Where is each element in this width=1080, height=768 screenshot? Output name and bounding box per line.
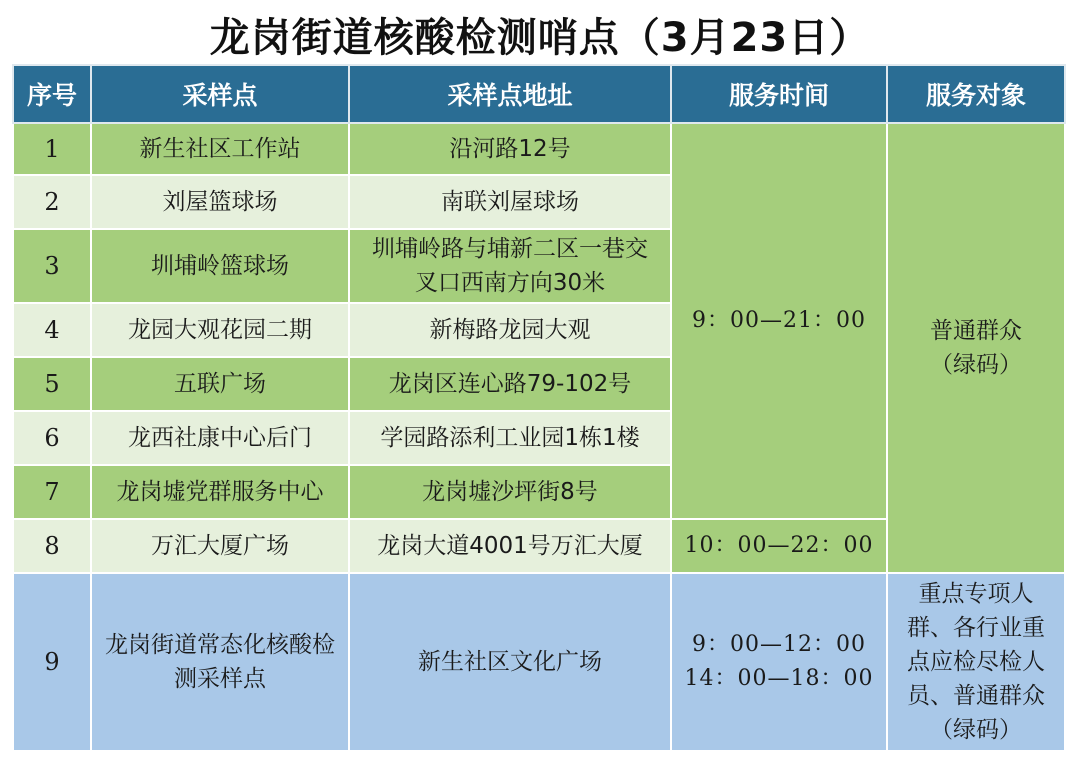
hours-cell: 10：00—22：00 xyxy=(671,519,887,573)
header-index: 序号 xyxy=(13,65,91,123)
target-line: 重点专项人 xyxy=(918,581,1034,607)
row-address: 龙岗墟沙坪街8号 xyxy=(349,465,671,519)
row-index: 1 xyxy=(13,123,91,175)
target-cell xyxy=(887,123,1065,573)
row-site: 刘屋篮球场 xyxy=(91,175,349,229)
hours-line: 14：00—18：00 xyxy=(684,666,874,691)
row-index: 2 xyxy=(13,175,91,229)
hours-value: 9：00—21：00 xyxy=(692,308,866,333)
hours-cell xyxy=(671,123,887,519)
row-address: 新生社区文化广场 xyxy=(349,573,671,751)
row-address: 龙岗大道4001号万汇大厦 xyxy=(349,519,671,573)
table-row xyxy=(13,573,1065,751)
hours-line: 9：00—12：00 xyxy=(692,632,866,657)
page-title: 龙岗街道核酸检测哨点（3月23日） xyxy=(209,15,871,61)
site-line: 测采样点 xyxy=(174,666,266,692)
row-site: 圳埔岭篮球场 xyxy=(91,229,349,303)
row-index: 4 xyxy=(13,303,91,357)
target-line: 普通群众 xyxy=(930,318,1022,344)
row-index: 9 xyxy=(13,573,91,751)
row-address: 龙岗区连心路79-102号 xyxy=(349,357,671,411)
target-line: （绿码） xyxy=(930,717,1022,743)
row-site: 五联广场 xyxy=(91,357,349,411)
target-line: 群、各行业重 xyxy=(907,615,1045,641)
row-index: 3 xyxy=(13,229,91,303)
table-header-row xyxy=(13,65,1065,123)
row-site: 龙园大观花园二期 xyxy=(91,303,349,357)
target-line: 员、普通群众 xyxy=(907,683,1045,709)
row-index: 5 xyxy=(13,357,91,411)
row-address: 学园路添利工业园1栋1楼 xyxy=(349,411,671,465)
row-site: 新生社区工作站 xyxy=(91,123,349,175)
header-site: 采样点 xyxy=(91,65,349,123)
row-index: 6 xyxy=(13,411,91,465)
address-line: 叉口西南方向30米 xyxy=(414,270,606,296)
row-address xyxy=(349,229,671,303)
address-line: 圳埔岭路与埔新二区一巷交 xyxy=(372,236,648,262)
target-cell xyxy=(887,573,1065,751)
header-hours: 服务时间 xyxy=(671,65,887,123)
row-site: 龙西社康中心后门 xyxy=(91,411,349,465)
row-address: 沿河路12号 xyxy=(349,123,671,175)
row-site: 万汇大厦广场 xyxy=(91,519,349,573)
row-index: 8 xyxy=(13,519,91,573)
row-address: 南联刘屋球场 xyxy=(349,175,671,229)
table-row xyxy=(13,123,1065,175)
testing-sites-table xyxy=(12,64,1066,752)
hours-cell xyxy=(671,573,887,751)
target-line: （绿码） xyxy=(930,352,1022,378)
target-line: 点应检尽检人 xyxy=(907,649,1045,675)
row-site xyxy=(91,573,349,751)
header-target: 服务对象 xyxy=(887,65,1065,123)
header-address: 采样点地址 xyxy=(349,65,671,123)
row-site: 龙岗墟党群服务中心 xyxy=(91,465,349,519)
row-address: 新梅路龙园大观 xyxy=(349,303,671,357)
row-index: 7 xyxy=(13,465,91,519)
site-line: 龙岗街道常态化核酸检 xyxy=(105,632,335,658)
